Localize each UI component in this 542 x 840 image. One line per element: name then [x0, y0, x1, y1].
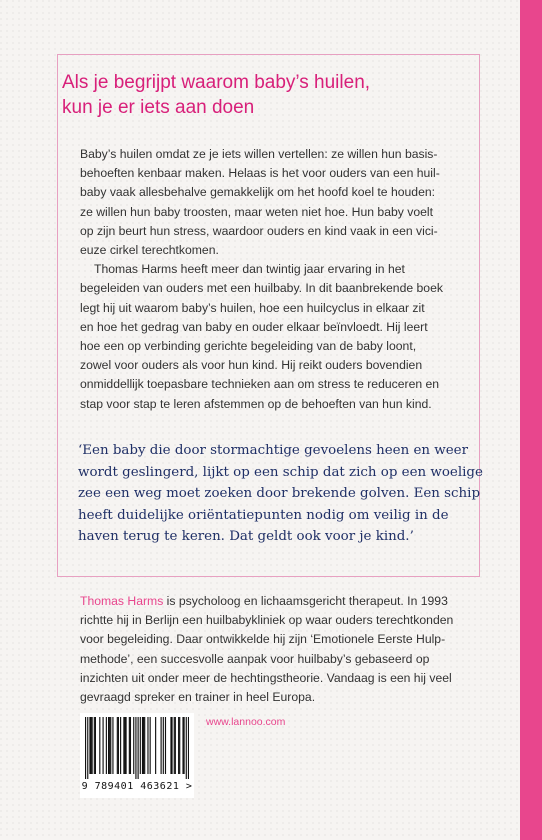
description-line: stap voor stap te leren afstemmen op de behoeften van hun kind.	[80, 396, 432, 411]
barcode-bar	[179, 717, 180, 774]
barcode-bar	[89, 717, 90, 774]
barcode-bar	[142, 717, 143, 774]
barcode-bar	[109, 717, 110, 774]
bio-line: inzichten uit onder meer de hechtingstheorie. Vandaag is een hij veel	[80, 670, 452, 685]
description-line: Thomas Harms heeft meer dan twintig jaar ervaring in het	[94, 262, 405, 277]
barcode-bar	[175, 717, 176, 774]
bio-line: voor begeleiding. Daar ontwikkelde hij zijn ‘Emotionele Eerste Hulp-	[80, 632, 446, 647]
barcode-bar	[94, 717, 95, 774]
barcode-bar	[92, 717, 93, 774]
barcode-bar	[144, 717, 145, 774]
barcode-bar	[155, 717, 156, 774]
barcode-bar	[99, 717, 100, 774]
bio-line: gevraagd spreker en trainer in heel Europa.	[80, 690, 316, 705]
barcode-bar	[133, 717, 134, 774]
barcode-bar	[129, 717, 130, 774]
barcode-bar	[106, 717, 107, 774]
barcode-bar	[95, 717, 96, 774]
barcode-bar	[161, 717, 162, 774]
barcode-bar	[143, 717, 144, 774]
barcode-bar	[90, 717, 91, 774]
barcode-bar	[135, 717, 136, 779]
description-line: euze cirkel terechtkomen.	[80, 243, 219, 258]
bio-line	[80, 592, 460, 611]
pink-side-strip	[520, 0, 542, 840]
headline-line-1: Als je begrijpt waarom baby’s huilen,	[62, 72, 371, 93]
barcode-bar	[171, 717, 172, 774]
quote-line: ‘Een baby die door stormachtige gevoelens heen en weer	[78, 443, 468, 458]
barcode-bar	[147, 717, 148, 774]
description-line: ze willen hun baby troosten, maar weten niet hoe. Hun baby voelt	[80, 204, 433, 219]
description-line: Baby’s huilen omdat ze je iets willen vertellen: ze willen hun basis-	[80, 147, 438, 161]
description-line: hoe een op verbinding gerichte begeleiding van de baby loont,	[80, 339, 417, 354]
barcode-bar	[184, 717, 185, 774]
barcode-bar	[138, 717, 139, 779]
barcode-bar	[110, 717, 111, 774]
barcode-bar	[186, 717, 187, 779]
barcode-bar	[112, 717, 113, 774]
barcode-bar	[163, 717, 164, 774]
description-line: op zijn beurt hun stress, waardoor ouders en kind vaak in een vici-	[80, 223, 438, 238]
barcode-bar	[188, 717, 189, 779]
description-line: legt hij uit waarom baby’s huilen, hoe een huilcyclus in elkaar zit	[80, 300, 425, 315]
barcode-bar	[85, 717, 86, 779]
barcode-bar	[123, 717, 124, 774]
description-line: zowel voor ouders als voor hun kind. Hij reikt ouders bovendien	[80, 358, 423, 373]
bio-line: methode’, een succesvolle aanpak voor huilbaby’s gebaseerd op	[80, 651, 430, 666]
barcode-bar	[178, 717, 179, 774]
description	[80, 145, 460, 414]
author-name: Thomas Harms	[80, 594, 164, 608]
barcode-bar	[117, 717, 118, 774]
barcode-bar	[170, 717, 171, 774]
bio-line: richtte hij in Berlijn een huilbabykliniek op waar ouders terechtkonden	[80, 613, 454, 628]
pull-quote	[78, 440, 483, 548]
barcode-bar	[126, 717, 127, 774]
barcode-bar	[124, 717, 125, 774]
barcode-bar	[130, 717, 131, 774]
description-line: behoeften kenbaar maken. Helaas is het voor ouders van een huil-	[80, 166, 440, 181]
bio-line-1-rest: is psycholoog en lichaamsgericht therapeut. In 1993	[163, 594, 448, 608]
barcode-bar	[108, 717, 109, 774]
isbn-barcode	[80, 713, 194, 798]
description-line: en hoe het gedrag van baby en ouder elkaar beïnvloedt. Hij leert	[80, 319, 428, 334]
barcode-bar	[150, 717, 151, 774]
description-line: onmiddellijk toepasbare technieken aan om stress te reduceren en	[80, 377, 440, 392]
barcode-bar	[87, 717, 88, 779]
barcode-bar	[120, 717, 121, 774]
quote-line: zee een weg moet zoeken door brekende golven. Een schip	[78, 486, 481, 501]
description-line: begeleiden van ouders met een huilbaby. In dit baanbrekende boek	[80, 281, 443, 296]
quote-line: heeft duidelijke oriëntatiepunten nodig om veilig in de	[78, 507, 449, 523]
barcode-bar	[140, 717, 141, 774]
headline-line-2: kun je er iets aan doen	[62, 97, 255, 118]
quote-line: haven terug te keren. Dat geldt ook voor je kind.’	[78, 529, 414, 544]
barcode-bar	[174, 717, 175, 774]
description-line: baby vaak allesbehalve gemakkelijk om het hoofd koel te houden:	[80, 185, 436, 200]
barcode-bar	[182, 717, 183, 774]
barcode-digits: 9 789401 463621 >	[81, 781, 193, 792]
barcode-bar	[103, 717, 104, 774]
barcode-bar	[165, 717, 166, 774]
barcode-bars	[85, 717, 189, 779]
barcode-bar	[118, 717, 119, 774]
quote-line: wordt geslingerd, lijkt op een schip dat zich op een woelige	[78, 464, 483, 480]
headline	[62, 70, 482, 120]
publisher-url[interactable]: www.lannoo.com	[206, 716, 286, 728]
author-bio	[80, 592, 460, 707]
